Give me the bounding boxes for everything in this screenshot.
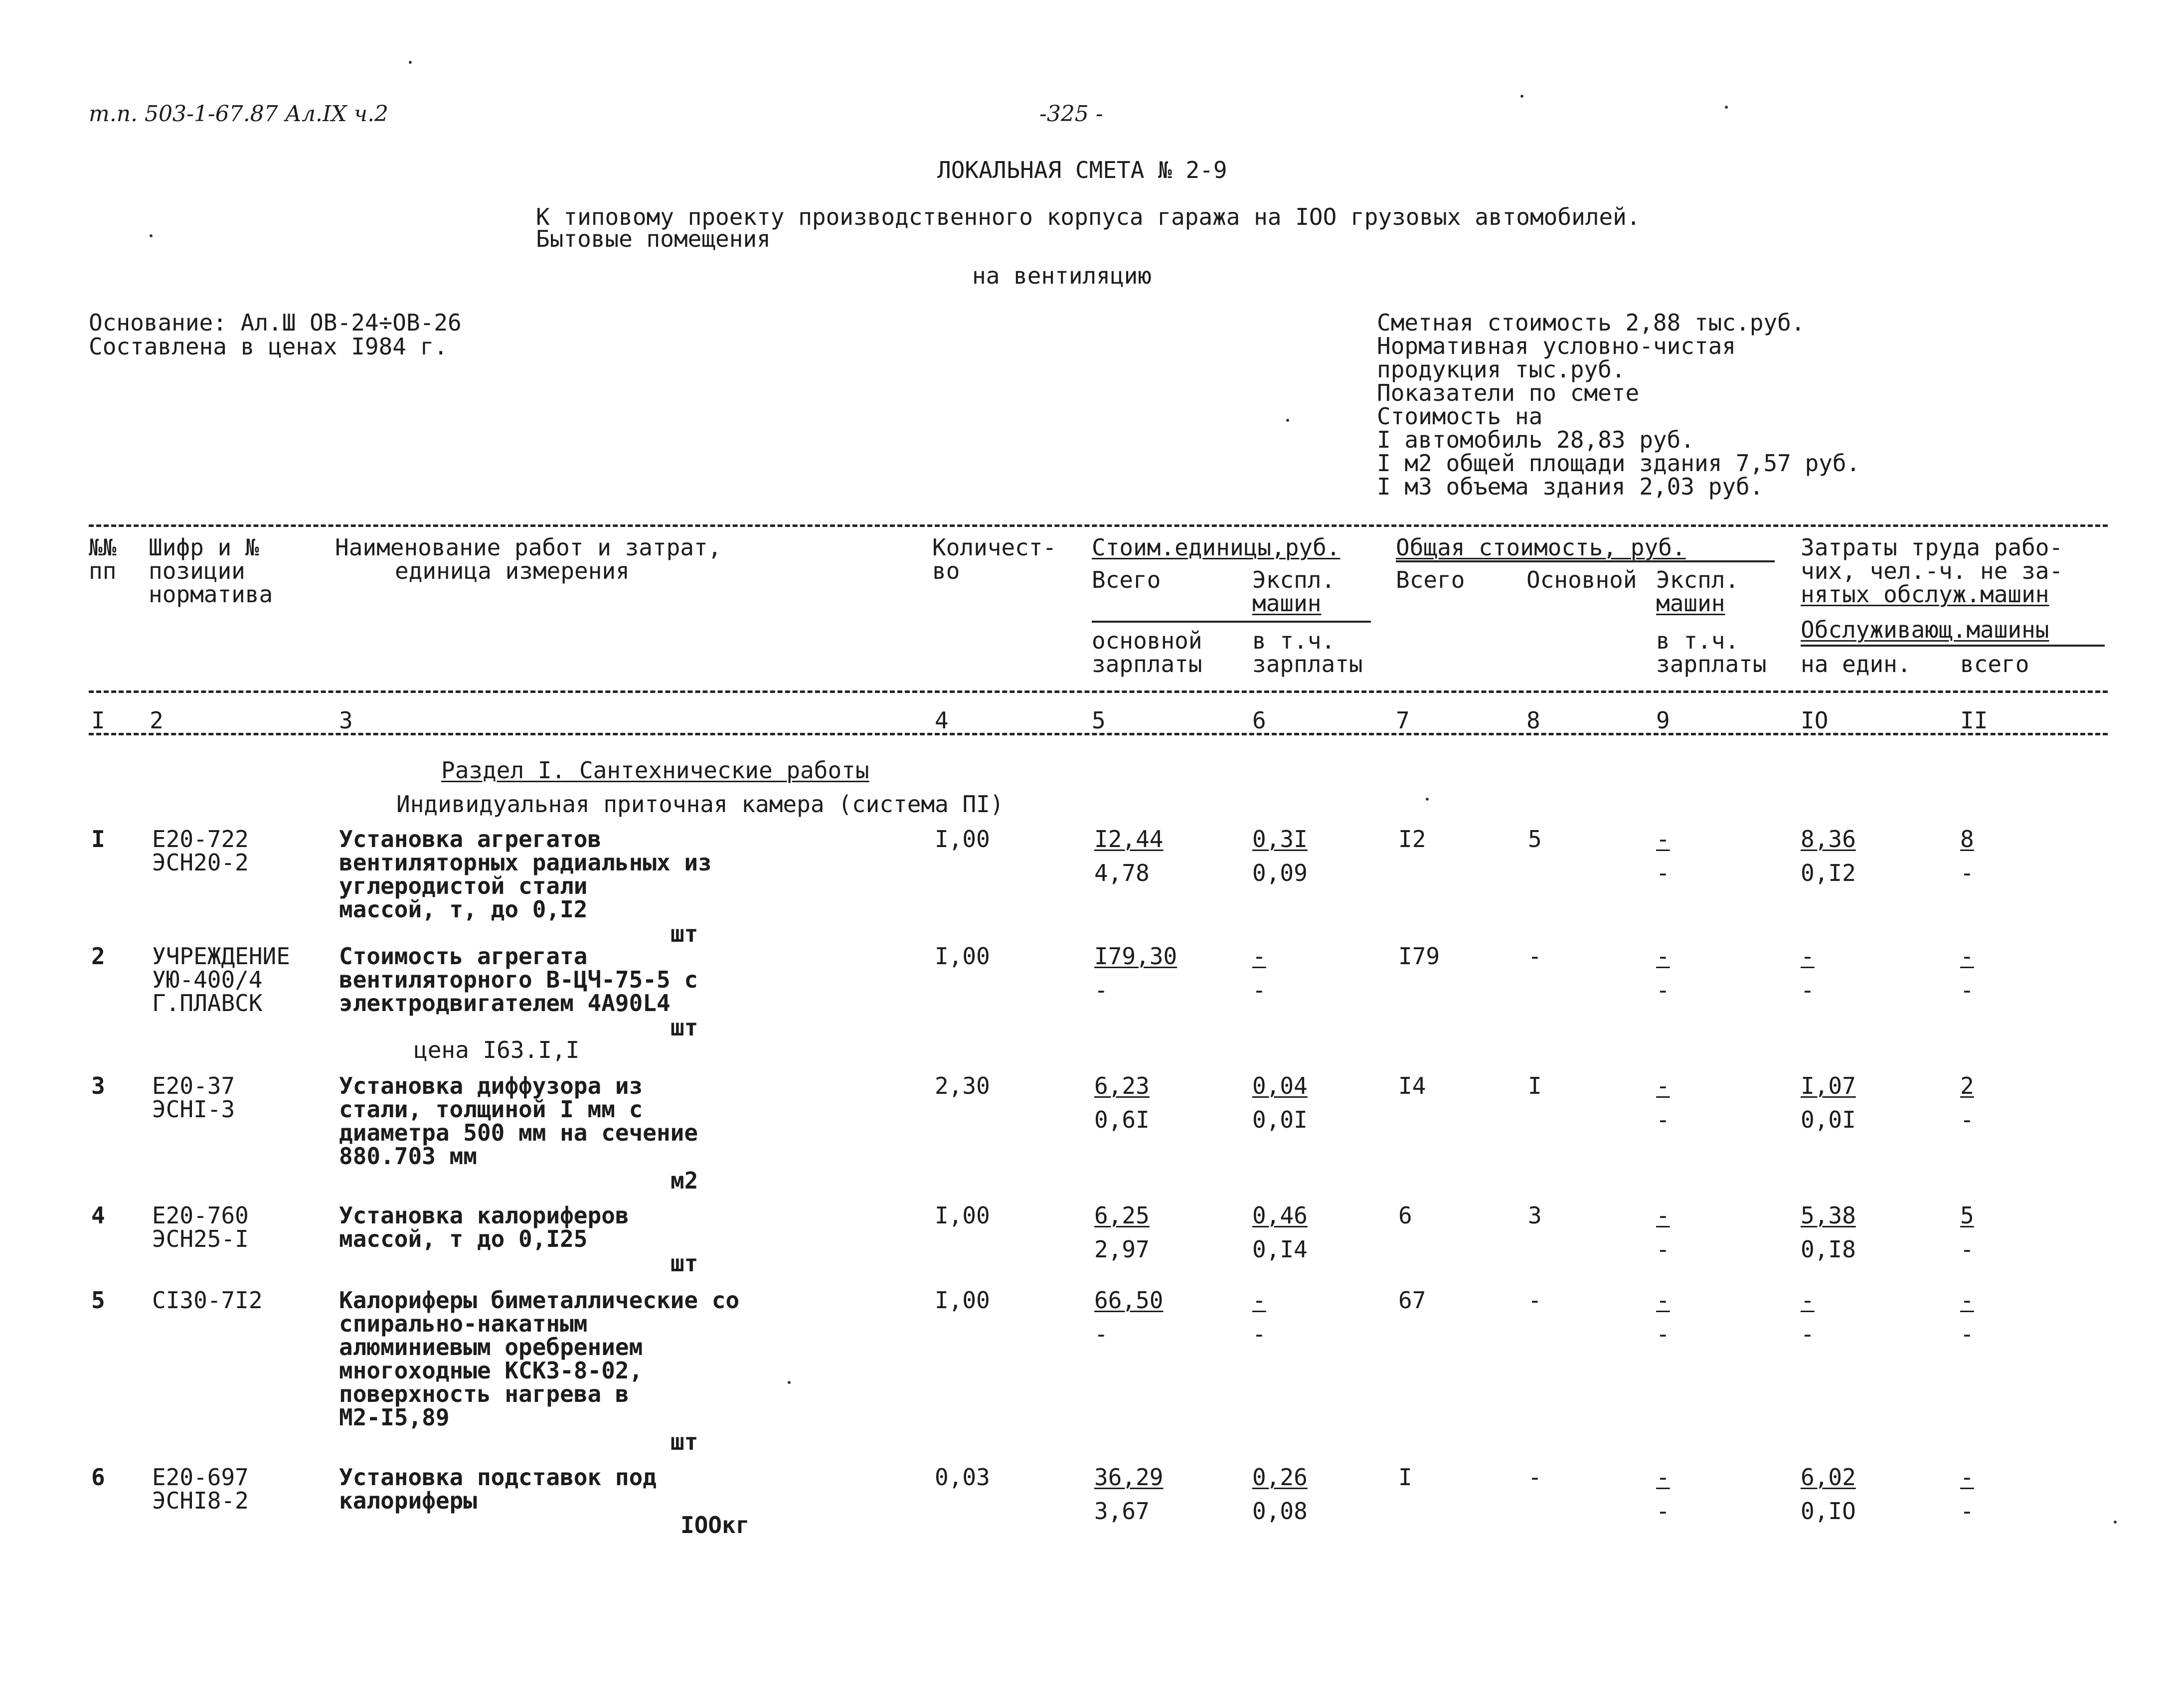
header-col2-c: норматива <box>149 581 273 608</box>
scan-speck <box>788 1381 791 1384</box>
row-total-main: - <box>1528 943 1542 970</box>
document-title: ЛОКАЛЬНАЯ СМЕТА № 2-9 <box>937 157 1227 183</box>
subsection-title: Индивидуальная приточная камера (система ПI) <box>396 791 1004 818</box>
row-total-cost: 67 <box>1398 1287 1426 1314</box>
row-labor-total-b: - <box>1960 1498 1974 1525</box>
row-unit-cost-expl-wage: - <box>1252 1321 1266 1348</box>
row-unit-cost-expl-wage: - <box>1252 977 1266 1004</box>
header-unit-expl-b: машин <box>1252 590 1322 617</box>
row-unit-cost-total: I2,44 <box>1094 826 1164 853</box>
summary-line: I автомобиль 28,83 руб. <box>1377 426 1694 453</box>
row-name: поверхность нагрева в <box>339 1380 629 1407</box>
header-unit-incl-a: в т.ч. <box>1252 627 1336 654</box>
header-col2-a: Шифр и № <box>149 534 259 561</box>
row-total-expl: - <box>1656 1072 1670 1099</box>
row-labor-per-unit: 8,36 <box>1801 826 1856 853</box>
row-unit-cost-expl: 0,04 <box>1252 1072 1308 1099</box>
row-qty: I,00 <box>935 943 990 970</box>
row-number: 4 <box>91 1202 105 1229</box>
unit-cost-divider <box>1092 621 1371 623</box>
row-name: 880.703 мм <box>339 1143 477 1170</box>
row-name: Установка агрегатов <box>339 826 602 853</box>
row-unit: шт <box>670 920 698 947</box>
row-labor-per-unit-b: 0,I8 <box>1801 1236 1856 1263</box>
summary-line: I м3 объема здания 2,03 руб. <box>1377 473 1764 500</box>
row-unit-cost-expl-wage: 0,09 <box>1252 859 1308 886</box>
row-name: диаметра 500 мм на сечение <box>339 1119 698 1146</box>
colnum-3: 3 <box>339 707 353 734</box>
row-unit-cost-expl-wage: 0,0I <box>1252 1106 1308 1133</box>
row-total-expl-wage: - <box>1656 1321 1670 1348</box>
row-labor-per-unit: I,07 <box>1801 1072 1856 1099</box>
row-labor-per-unit-b: 0,0I <box>1801 1106 1856 1133</box>
row-labor-total: 8 <box>1960 826 1974 853</box>
row-unit-cost-wage: 0,6I <box>1094 1106 1150 1133</box>
header-col1-a: №№ <box>89 534 117 561</box>
row-name: вентиляторного В-ЦЧ-75-5 с <box>339 966 698 993</box>
row-code: Е20-722 <box>152 826 249 853</box>
row-total-cost: I4 <box>1398 1072 1426 1099</box>
row-name: массой, т до 0,I25 <box>339 1225 588 1252</box>
header-labor-b: чих, чел.-ч. не за- <box>1801 557 2063 584</box>
row-price-note: цена I63.I,I <box>414 1036 580 1063</box>
row-unit-cost-total: I79,30 <box>1094 943 1177 970</box>
row-labor-per-unit-b: - <box>1801 1321 1815 1348</box>
row-unit-cost-expl: - <box>1252 1287 1266 1314</box>
header-col1-b: пп <box>89 557 117 584</box>
row-unit: шт <box>670 1250 698 1277</box>
row-code: СI30-7I2 <box>152 1287 263 1314</box>
servicing-underline <box>1801 645 2105 647</box>
project-subtitle-2: Бытовые помещения <box>536 225 771 252</box>
row-total-expl: - <box>1656 1202 1670 1229</box>
row-unit-cost-total: 6,23 <box>1094 1072 1150 1099</box>
row-labor-total: - <box>1960 943 1974 970</box>
row-unit-cost-expl-wage: 0,I4 <box>1252 1236 1308 1263</box>
row-unit-cost-wage: - <box>1094 977 1108 1004</box>
colnum-7: 7 <box>1396 707 1410 734</box>
header-top-rule <box>89 524 2108 527</box>
row-code: ЭСНI-3 <box>152 1096 235 1123</box>
row-total-main: - <box>1528 1464 1542 1491</box>
row-labor-per-unit: 6,02 <box>1801 1464 1856 1491</box>
row-name: многоходные КСК3-8-02, <box>339 1357 643 1384</box>
header-total-expl-a: Экспл. <box>1656 566 1739 593</box>
row-labor-per-unit-b: - <box>1801 977 1815 1004</box>
row-name: стали, толщиной I мм с <box>339 1096 643 1123</box>
row-number: 5 <box>91 1287 105 1314</box>
colnum-8: 8 <box>1526 707 1540 734</box>
header-col3-b: единица измерения <box>395 557 630 584</box>
header-unit-cost: Стоим.единицы,руб. <box>1092 534 1341 561</box>
row-qty: I,00 <box>935 1202 990 1229</box>
colnum-4: 4 <box>935 707 949 734</box>
scan-speck <box>409 61 412 64</box>
row-unit-cost-total: 36,29 <box>1094 1464 1164 1491</box>
row-qty: 0,03 <box>935 1464 990 1491</box>
row-name: массой, т, до 0,I2 <box>339 896 588 923</box>
row-code: ЭСНI8-2 <box>152 1487 249 1514</box>
header-total-all: Всего <box>1396 566 1465 593</box>
row-total-cost: I2 <box>1398 826 1426 853</box>
row-qty: I,00 <box>935 1287 990 1314</box>
header-total-incl-b: зарплаты <box>1656 651 1767 678</box>
row-total-main: 3 <box>1528 1202 1542 1229</box>
row-labor-total: - <box>1960 1287 1974 1314</box>
header-per-unit: на един. <box>1801 651 1911 678</box>
row-code: ЭСН25-I <box>152 1225 249 1252</box>
colnum-5: 5 <box>1092 707 1106 734</box>
row-code: ЭСН20-2 <box>152 849 249 876</box>
header-unit-expl-a: Экспл. <box>1252 566 1336 593</box>
row-name: М2-I5,89 <box>339 1404 450 1431</box>
row-number: 3 <box>91 1072 105 1099</box>
row-code: УЮ-400/4 <box>152 966 263 993</box>
row-total-expl: - <box>1656 943 1670 970</box>
row-name: электродвигателем 4А90L4 <box>339 990 670 1017</box>
row-code: Е20-760 <box>152 1202 249 1229</box>
row-unit: IOOкг <box>680 1512 750 1538</box>
row-unit-cost-expl: 0,26 <box>1252 1464 1308 1491</box>
row-name: Калориферы биметаллические со <box>339 1287 740 1314</box>
row-total-main: 5 <box>1528 826 1542 853</box>
header-col4-a: Количест- <box>932 534 1057 561</box>
total-cost-underline <box>1396 560 1775 562</box>
basis-line: Основание: Ал.Ш ОВ-24÷ОВ-26 <box>89 309 462 336</box>
header-col3-a: Наименование работ и затрат, <box>335 534 722 561</box>
row-name: Установка диффузора из <box>339 1072 643 1099</box>
header-unit-incl-b: зарплаты <box>1252 651 1363 678</box>
row-unit: шт <box>670 1428 698 1455</box>
row-name: спирально-накатным <box>339 1310 588 1337</box>
row-total-expl: - <box>1656 1287 1670 1314</box>
row-name: углеродистой стали <box>339 872 588 899</box>
row-total-cost: I <box>1398 1464 1412 1491</box>
row-labor-total-b: - <box>1960 977 1974 1004</box>
row-code: Е20-697 <box>152 1464 249 1491</box>
summary-line: Стоимость на <box>1377 403 1543 430</box>
row-total-expl-wage: - <box>1656 1106 1670 1133</box>
row-unit-cost-wage: 3,67 <box>1094 1498 1150 1525</box>
archive-stamp: т.п. 503-1-67.87 Ал.IX ч.2 <box>89 101 389 127</box>
header-total-expl-b: машин <box>1656 590 1725 617</box>
scan-speck <box>1520 95 1523 98</box>
summary-line: Нормативная условно-чистая <box>1377 333 1736 359</box>
row-number: 6 <box>91 1464 105 1491</box>
row-labor-total: 2 <box>1960 1072 1974 1099</box>
colnum-9: 9 <box>1656 707 1670 734</box>
row-labor-per-unit-b: 0,I2 <box>1801 859 1856 886</box>
row-unit-cost-total: 6,25 <box>1094 1202 1150 1229</box>
row-unit: шт <box>670 1014 698 1041</box>
summary-line: I м2 общей площади здания 7,57 руб. <box>1377 450 1860 477</box>
summary-line: продукция тыс.руб. <box>1377 356 1626 383</box>
row-name: вентиляторных радиальных из <box>339 849 712 876</box>
colnum-1: I <box>91 707 105 734</box>
row-labor-total-b: - <box>1960 1236 1974 1263</box>
row-labor-total: - <box>1960 1464 1974 1491</box>
row-total-cost: 6 <box>1398 1202 1412 1229</box>
summary-line: Показатели по смете <box>1377 379 1640 406</box>
row-code: Г.ПЛАВСК <box>152 990 263 1017</box>
summary-line: Сметная стоимость 2,88 тыс.руб. <box>1377 309 1805 336</box>
row-total-expl-wage: - <box>1656 977 1670 1004</box>
row-number: 2 <box>91 943 105 970</box>
scan-speck <box>1725 106 1728 109</box>
row-labor-per-unit: - <box>1801 1287 1815 1314</box>
section-title: Раздел I. Сантехнические работы <box>441 757 869 784</box>
scan-speck <box>150 234 153 237</box>
row-name: калориферы <box>339 1487 477 1514</box>
header-unit-all: Всего <box>1092 566 1161 593</box>
row-total-main: I <box>1528 1072 1542 1099</box>
row-total-expl-wage: - <box>1656 859 1670 886</box>
row-number: I <box>91 826 105 853</box>
row-name: алюминиевым оребрением <box>339 1334 643 1361</box>
row-code: УЧРЕЖДЕНИЕ <box>152 943 290 970</box>
row-labor-total-b: - <box>1960 859 1974 886</box>
colnum-6: 6 <box>1252 707 1266 734</box>
header-col4-b: во <box>932 557 960 584</box>
row-labor-per-unit: 5,38 <box>1801 1202 1856 1229</box>
header-bottom-rule <box>89 690 2108 693</box>
colnum-rule <box>89 733 2108 735</box>
row-unit-cost-wage: 4,78 <box>1094 859 1150 886</box>
project-subtitle: К типовому проекту производственного корпуса гаража на IOO грузовых автомобилей. <box>536 203 1641 230</box>
header-wage-main-a: основной <box>1092 627 1202 654</box>
row-labor-per-unit-b: 0,IO <box>1801 1498 1856 1525</box>
row-qty: 2,30 <box>935 1072 990 1099</box>
scan-speck <box>1286 419 1289 422</box>
row-total-cost: I79 <box>1398 943 1440 970</box>
row-total-expl-wage: - <box>1656 1236 1670 1263</box>
page-number: -325 - <box>1039 101 1103 127</box>
row-name: Установка подставок под <box>339 1464 657 1491</box>
row-unit-cost-expl-wage: 0,08 <box>1252 1498 1308 1525</box>
header-servicing: Обслуживающ.машины <box>1801 616 2049 643</box>
header-total-main: Основной <box>1526 566 1637 593</box>
row-name: Установка калориферов <box>339 1202 629 1229</box>
row-total-expl-wage: - <box>1656 1498 1670 1525</box>
header-total-incl-a: в т.ч. <box>1656 627 1739 654</box>
row-code: Е20-37 <box>152 1072 235 1099</box>
row-unit-cost-expl: 0,46 <box>1252 1202 1308 1229</box>
scan-speck <box>2114 1521 2117 1524</box>
prices-year-line: Составлена в ценах I984 г. <box>89 333 448 360</box>
header-labor-total: всего <box>1960 651 2029 678</box>
header-col2-b: позиции <box>149 557 245 584</box>
row-unit-cost-wage: - <box>1094 1321 1108 1348</box>
row-unit-cost-expl: - <box>1252 943 1266 970</box>
colnum-2: 2 <box>150 707 164 734</box>
header-labor-a: Затраты труда рабо- <box>1801 534 2063 561</box>
row-name: Стоимость агрегата <box>339 943 588 970</box>
colnum-10: IO <box>1801 707 1829 734</box>
header-labor-c: нятых обслуж.машин <box>1801 581 2049 608</box>
scan-speck <box>1426 798 1429 801</box>
header-wage-main-b: зарплаты <box>1092 651 1202 678</box>
row-unit-cost-wage: 2,97 <box>1094 1236 1150 1263</box>
row-total-expl: - <box>1656 826 1670 853</box>
row-labor-total: 5 <box>1960 1202 1974 1229</box>
row-total-main: - <box>1528 1287 1542 1314</box>
row-unit-cost-expl: 0,3I <box>1252 826 1308 853</box>
row-unit-cost-total: 66,50 <box>1094 1287 1164 1314</box>
row-labor-total-b: - <box>1960 1106 1974 1133</box>
colnum-11: II <box>1960 707 1988 734</box>
row-unit: м2 <box>670 1167 698 1194</box>
estimate-scope: на вентиляцию <box>972 262 1152 289</box>
row-total-expl: - <box>1656 1464 1670 1491</box>
row-qty: I,00 <box>935 826 990 853</box>
row-labor-total-b: - <box>1960 1321 1974 1348</box>
header-total-cost: Общая стоимость, руб. <box>1396 534 1686 561</box>
row-labor-per-unit: - <box>1801 943 1815 970</box>
